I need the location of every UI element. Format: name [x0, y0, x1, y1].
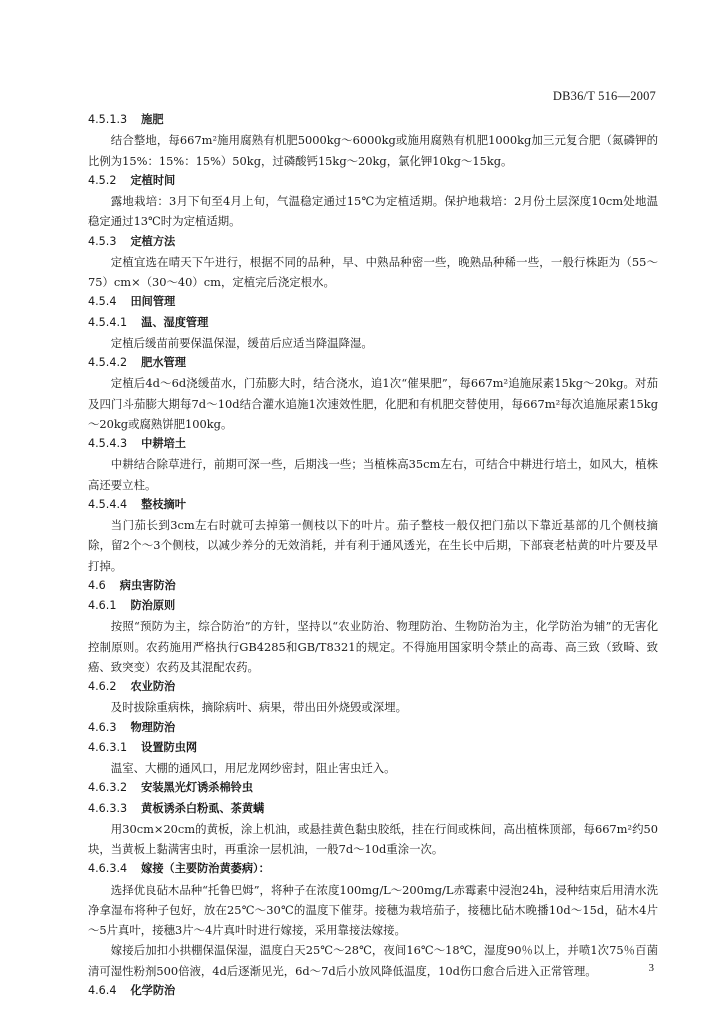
- section-title: 安装黑光灯诱杀棉铃虫: [141, 781, 254, 795]
- section-title: 病虫害防治: [119, 578, 176, 592]
- section-number: 4.6: [88, 578, 106, 592]
- section-heading: [88, 495, 658, 515]
- section-title: 农业防治: [130, 680, 176, 693]
- body-paragraph: 温室、大棚的通风口，用尼龙网纱密封，阻止害虫迁入。: [110, 761, 396, 775]
- section-title: 防治原则: [130, 599, 176, 612]
- section-title: 设置防虫网: [141, 740, 198, 754]
- section-heading: [88, 576, 658, 596]
- section-heading: [88, 859, 658, 879]
- section-number: 4.5.4.2: [88, 356, 128, 369]
- section-title: 温、湿度管理: [141, 315, 209, 329]
- body-paragraph: 及时拔除重病株，摘除病叶、病果，带出田外烧毁或深埋。: [110, 700, 407, 715]
- section-title: 施肥: [141, 113, 164, 126]
- section-title: 化学防治: [130, 983, 176, 997]
- body-paragraph: 选择优良砧木品种“托鲁巴姆”，将种子在浓度100mg/L～200mg/L赤霉素中浸泡24h，浸种结束后用清水洗净拿湿布将种子包好，放在25℃～30℃的温度下催芽。接穗为栽培茄子，接穗比砧木晚播10d～15d，砧木4片～5片真叶，接穗3片～4片真叶时进行嫁接，采用靠接法嫁接。: [88, 882, 658, 937]
- section-heading: [88, 353, 658, 373]
- section-heading: [88, 738, 658, 758]
- section-number: 4.6.3.4: [88, 862, 128, 876]
- section-heading: [88, 292, 658, 312]
- section-heading: [88, 232, 658, 252]
- body-paragraph: 定植后缓苗前要保温保湿，缓苗后应适当降温降湿。: [110, 335, 373, 350]
- section-number: 4.5.4: [88, 295, 117, 309]
- section-heading: [88, 596, 658, 616]
- section-heading: [88, 677, 658, 697]
- section-heading: [88, 171, 658, 191]
- section-title: 中耕培土: [141, 437, 186, 450]
- section-title: 定植方法: [130, 234, 176, 248]
- page-number: 3: [648, 962, 654, 974]
- section-title: 黄板诱杀白粉虱、茶黄螨: [141, 801, 265, 815]
- section-number: 4.5.4.3: [88, 437, 128, 450]
- document-code: DB36/T 516—2007: [552, 89, 656, 103]
- section-number: 4.6.3: [88, 720, 117, 734]
- section-title: 嫁接（主要防治黄萎病）：: [141, 862, 270, 876]
- section-number: 4.6.3.3: [88, 801, 128, 815]
- body-paragraph: 当门茄长到3cm左右时就可去掉第一侧枝以下的叶片。茄子整枝一般仅把门茄以下靠近基部的几个侧枝摘除，留2个～3个侧枝，以减少养分的无效消耗，并有利于通风透光，在生长中后期，下部衰老枯黄的叶片要及早打掉。: [88, 518, 658, 573]
- body-paragraph: 露地栽培：3月下旬至4月上旬，气温稳定通过15℃为定植适期。保护地栽培：2月份土层深度10cm处地温稳定通过13℃时为定植适期。: [88, 194, 658, 229]
- section-number: 4.5.4.1: [88, 315, 128, 329]
- body-paragraph: 中耕结合除草进行，前期可深一些，后期浅一些；当植株高35cm左右，可结合中耕进行培土，如风大，植株高还要立柱。: [88, 457, 658, 492]
- section-heading: [88, 110, 658, 130]
- body-paragraph: 嫁接后加扣小拱棚保温保湿，温度白天25℃～28℃，夜间16℃～18℃，湿度90％以上，并喷1次75％百菌清可湿性粉剂500倍液，4d后逐渐见光，6d～7d后小放风降低温度，10d伤口愈合后进入正常管理。: [88, 943, 658, 978]
- section-heading: [88, 718, 658, 738]
- section-title: 定植时间: [130, 173, 176, 187]
- section-number: 4.6.2: [88, 680, 117, 693]
- body-paragraph: 按照“预防为主，综合防治”的方针，坚持以“农业防治、物理防治、生物防治为主，化学防治为辅”的无害化控制原则。农药施用严格执行GB4285和GB/T8321的规定。不得施用国家明令禁止的高毒、高三致（致畸、致癌、致突变）农药及其混配农药。: [88, 619, 658, 674]
- section-heading: [88, 434, 658, 454]
- section-number: 4.6.1: [88, 599, 117, 612]
- section-heading: [88, 313, 658, 333]
- body-paragraph: 用30cm×20cm的黄板，涂上机油，或悬挂黄色黏虫胶纸，挂在行间或株间，高出植株顶部，每667m²约50块，当黄板上黏满害虫时，再重涂一层机油，一般7d～10d重涂一次。: [88, 821, 658, 856]
- section-number: 4.6.3.2: [88, 781, 128, 795]
- body-paragraph: 定植宜选在晴天下午进行，根据不同的品种，早、中熟品种密一些，晚熟品种稀一些，一般行株距为（55～75）cm×（30～40）cm，定植完后浇定根水。: [88, 254, 658, 289]
- section-number: 4.5.1.3: [88, 113, 128, 126]
- section-title: 整枝摘叶: [141, 497, 186, 511]
- section-title: 田间管理: [130, 295, 176, 309]
- section-number: 4.5.3: [88, 234, 117, 248]
- section-heading: [88, 778, 658, 798]
- section-title: 物理防治: [130, 720, 176, 734]
- section-title: 肥水管理: [141, 356, 186, 369]
- body-paragraph: 定植后4d～6d浇缓苗水，门茄膨大时，结合浇水，追1次“催果肥”，每667m²追施尿素15kg～20kg。对茄及四门斗茄膨大期每7d～10d结合灌水追施1次速效性肥，化肥和有机肥交替使用，每667m²每次追施尿素15kg～20kg或腐熟饼肥100kg。: [88, 376, 658, 431]
- body-paragraph: 结合整地，每667m²施用腐熟有机肥5000kg～6000kg或施用腐熟有机肥1000kg加三元复合肥（氮磷钾的比例为15%：15%：15%）50kg，过磷酸钙15kg～20kg，氯化钾10kg～15kg。: [88, 133, 658, 168]
- section-number: 4.6.4: [88, 983, 117, 997]
- section-number: 4.5.4.4: [88, 497, 128, 511]
- section-number: 4.6.3.1: [88, 740, 128, 754]
- section-heading: [88, 981, 658, 1001]
- document-body: [88, 110, 658, 1001]
- section-heading: [88, 799, 658, 819]
- section-number: 4.5.2: [88, 173, 117, 187]
